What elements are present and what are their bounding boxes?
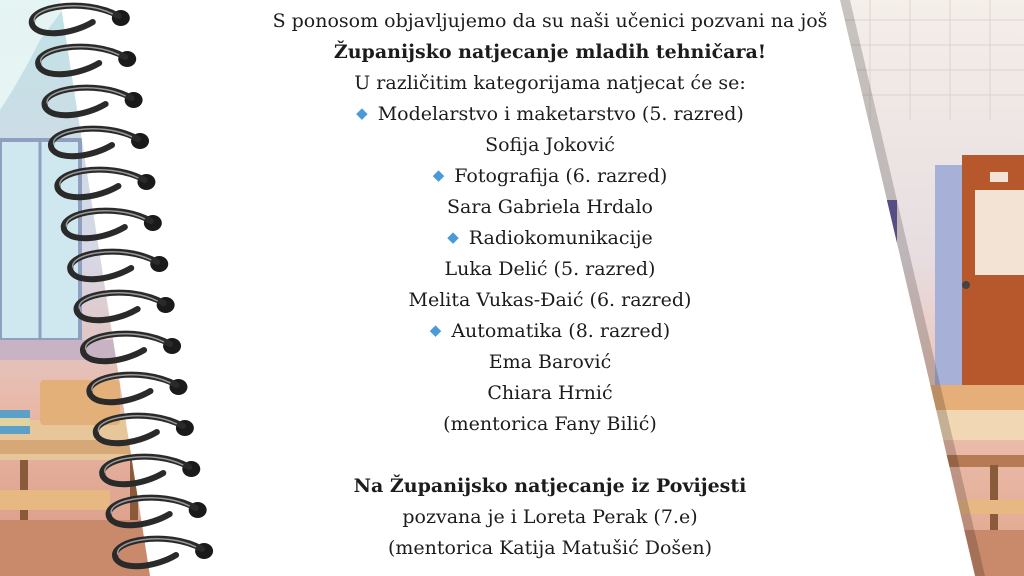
line-text: (mentorica Fany Bilić) [443, 413, 657, 435]
line-text: U različitim kategorijama natjecat će se: [354, 72, 746, 94]
line-text: Ema Barović [488, 351, 612, 373]
line-text: Na Županijsko natjecanje iz Povijesti [353, 475, 747, 497]
spiral-ring [109, 498, 207, 526]
spiral-ring [70, 252, 168, 280]
spiral-ring [102, 457, 200, 485]
line-text: Fotografija (6. razred) [454, 165, 668, 187]
diamond-bullet-icon: ◆ [429, 321, 442, 339]
spiral-ring [45, 88, 143, 116]
spiral-ring [57, 170, 155, 198]
spiral-ring [64, 211, 162, 239]
spiral-ring [32, 6, 130, 34]
spiral-ring [38, 47, 136, 75]
line-text: Automatika (8. razred) [451, 320, 671, 342]
spiral-ring [115, 539, 213, 567]
diamond-bullet-icon: ◆ [356, 104, 368, 122]
spiral-ring [96, 416, 194, 444]
line-text: Luka Delić (5. razred) [444, 258, 656, 280]
spiral-ring [89, 375, 187, 403]
line-text: Sofija Joković [485, 134, 615, 156]
line-text: Radiokomunikacije [468, 227, 653, 249]
line-text: (mentorica Katija Matušić Došen) [387, 537, 713, 559]
line-text: Chiara Hrnić [487, 382, 613, 404]
line-text: pozvana je i Loreta Perak (7.e) [402, 506, 698, 528]
spiral-ring [51, 129, 149, 157]
line-text: Melita Vukas-Đaić (6. razred) [408, 289, 692, 311]
spiral-ring [83, 334, 181, 362]
line-text: Modelarstvo i maketarstvo (5. razred) [377, 103, 744, 125]
diamond-bullet-icon: ◆ [432, 166, 445, 184]
line-text: Županijsko natjecanje mladih tehničara! [333, 41, 767, 63]
diamond-bullet-icon: ◆ [447, 228, 459, 246]
line-text: S ponosom objavljujemo da su naši učenici pozvani na još [272, 10, 828, 32]
line-text: Sara Gabriela Hrdalo [447, 196, 653, 218]
spiral-ring [77, 293, 175, 321]
